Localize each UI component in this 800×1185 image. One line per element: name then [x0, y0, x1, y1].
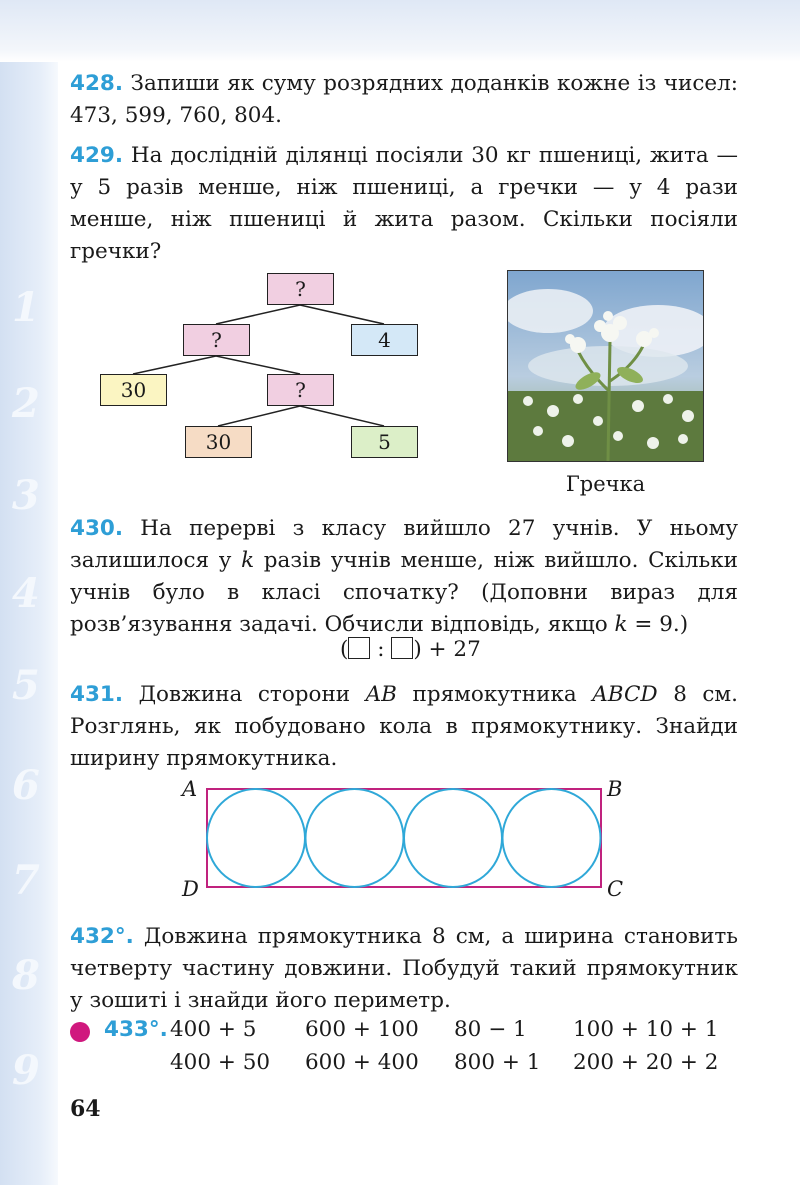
problem-number: 433°. [104, 1017, 168, 1042]
segment-label: AB [365, 682, 397, 707]
expression: 600 + 100 [305, 1017, 419, 1042]
vertex-label-c: C [607, 877, 624, 901]
expression: 600 + 400 [305, 1050, 419, 1075]
tree-node-bottom-right: 5 [351, 426, 418, 458]
vertex-label-b: B [607, 777, 623, 801]
problem-text: прямокутника [396, 682, 593, 707]
tree-node-mid-right: 4 [351, 324, 418, 356]
paren-open: ( [340, 637, 349, 662]
problem-number: 432°. [70, 924, 134, 949]
tree-node-low-right: ? [267, 374, 334, 406]
side-number: 4 [12, 570, 40, 617]
tree-node-bottom-left: 30 [185, 426, 252, 458]
problem-text: Запиши як суму розрядних доданків кожне із чисел: 473, 599, 760, 804. [70, 71, 738, 128]
problem-text: 8 см. Розглянь, як побудовано кола в прямокутнику. Знайди ширину прямокутника. [70, 682, 738, 771]
problem-432 [70, 921, 738, 1017]
problem-text: Довжина сторони [138, 682, 366, 707]
problem-text: разів учнів менше, ніж вийшло. Скільки учнів було в класі спочатку? (Доповни вираз для розв’язування задачі. Обчисли відповідь, якщо [70, 548, 738, 637]
expression: 80 − 1 [454, 1017, 527, 1042]
vertex-label-d: D [182, 877, 199, 901]
page-number: 64 [70, 1096, 101, 1122]
expression: 200 + 20 + 2 [573, 1050, 719, 1075]
problem-number: 428. [70, 71, 124, 96]
problem-number: 430. [70, 516, 124, 541]
problem-number: 429. [70, 143, 124, 168]
variable-k: k [614, 612, 628, 637]
problem-text: На дослідній ділянці посіяли 30 кг пшениці, жита — у 5 разів менше, ніж пшениці, а гречки — у 4 рази менше, ніж пшениці й жита разом. Скільки посіяли гречки? [70, 143, 738, 264]
tree-node-top: ? [267, 273, 334, 305]
side-number: 3 [12, 472, 40, 519]
colon: : [377, 637, 385, 662]
expression: 800 + 1 [454, 1050, 541, 1075]
expression: 400 + 50 [170, 1050, 271, 1075]
problem-text: Довжина прямокутника 8 см, а ширина становить четверту частину довжини. Побудуй такий прямокутник у зошиті і знайди його периметр. [70, 924, 738, 1013]
problem-number: 431. [70, 682, 124, 707]
rectangle-label: ABCD [592, 682, 658, 707]
problem-text: = 9.) [627, 612, 689, 637]
expression: 400 + 5 [170, 1017, 257, 1042]
marker-dot [70, 1022, 90, 1042]
side-number: 1 [12, 284, 40, 331]
side-number: 6 [12, 762, 40, 809]
side-number: 8 [12, 952, 40, 999]
vertex-label-a: A [182, 777, 198, 801]
problem-text: На перерві з класу вийшло 27 учнів. У ньому залишилося у [70, 516, 739, 573]
tree-node-mid-left: ? [183, 324, 250, 356]
side-number: 7 [12, 857, 40, 904]
expression: 100 + 10 + 1 [573, 1017, 719, 1042]
photo-caption: Гречка [565, 472, 646, 496]
side-number: 9 [12, 1047, 40, 1094]
side-number: 5 [12, 662, 40, 709]
side-number: 2 [12, 380, 40, 427]
variable-k: k [241, 548, 255, 573]
tree-node-low-left: 30 [100, 374, 167, 406]
expression-tail: ) + 27 [413, 637, 481, 662]
